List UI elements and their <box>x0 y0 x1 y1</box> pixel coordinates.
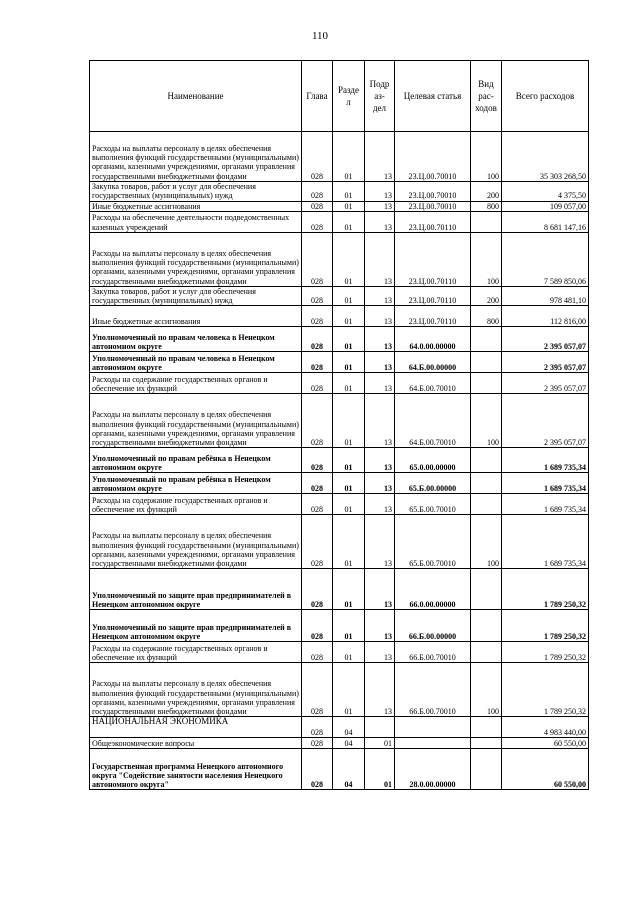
cell-chapter: 028 <box>302 515 333 569</box>
cell-total: 1 789 250,32 <box>502 610 589 642</box>
cell-name: Уполномоченный по правам ребёнка в Ненецком автономном округе <box>90 448 302 473</box>
cell-chapter: 028 <box>302 663 333 717</box>
cell-chapter: 028 <box>302 373 333 394</box>
cell-target: 23.Ц.00.70010 <box>395 132 471 182</box>
cell-section: 01 <box>333 473 365 494</box>
cell-total: 35 303 268,50 <box>502 132 589 182</box>
cell-section: 01 <box>333 394 365 448</box>
cell-subsection: 13 <box>365 663 395 717</box>
table-row <box>90 749 589 790</box>
cell-total: 112 816,00 <box>502 306 589 327</box>
cell-type: 100 <box>471 515 502 569</box>
cell-chapter: 028 <box>302 473 333 494</box>
cell-subsection: 13 <box>365 132 395 182</box>
cell-chapter: 028 <box>302 182 333 202</box>
cell-type <box>471 352 502 373</box>
cell-target: 23.Ц.00.70010 <box>395 182 471 202</box>
cell-total: 1 689 735,34 <box>502 494 589 515</box>
cell-target: 23.Ц.00.70010 <box>395 201 471 211</box>
cell-chapter: 028 <box>302 738 333 749</box>
cell-target: 23.Ц.00.70110 <box>395 232 471 286</box>
table-row <box>90 448 589 473</box>
cell-name: Уполномоченный по правам ребёнка в Ненецком автономном округе <box>90 473 302 494</box>
table-row <box>90 610 589 642</box>
cell-section: 01 <box>333 352 365 373</box>
cell-name: Расходы на содержание государственных органов и обеспечение их функций <box>90 642 302 663</box>
cell-target: 28.0.00.00000 <box>395 749 471 790</box>
cell-target: 65.Б.00.70010 <box>395 515 471 569</box>
cell-type <box>471 327 502 352</box>
cell-type: 200 <box>471 286 502 306</box>
cell-section: 01 <box>333 211 365 232</box>
cell-target: 64.0.00.00000 <box>395 327 471 352</box>
cell-chapter: 028 <box>302 494 333 515</box>
cell-total: 1 689 735,34 <box>502 448 589 473</box>
cell-section: 01 <box>333 610 365 642</box>
cell-name: Расходы на выплаты персоналу в целях обеспечения выполнения функций государственными (муниципальными) органами, казенными учреждениями, органами управления государственными внебюджетными фондами <box>90 394 302 448</box>
table-row <box>90 717 589 738</box>
table-row <box>90 201 589 211</box>
cell-name: Государственная программа Ненецкого автономного округа "Содействие занятости населения Ненецкого автономного округа" <box>90 749 302 790</box>
cell-type: 100 <box>471 132 502 182</box>
cell-chapter: 028 <box>302 232 333 286</box>
cell-name: Расходы на выплаты персоналу в целях обеспечения выполнения функций государственными (муниципальными) органами, казенными учреждениями, органами управления государственными внебюджетными фондами <box>90 663 302 717</box>
cell-section: 01 <box>333 286 365 306</box>
cell-subsection: 13 <box>365 394 395 448</box>
cell-target: 66.Б.00.00000 <box>395 610 471 642</box>
cell-total: 4 983 440,00 <box>502 717 589 738</box>
cell-name: Закупка товаров, работ и услуг для обеспечения государственных (муниципальных) нужд <box>90 182 302 202</box>
cell-section: 01 <box>333 182 365 202</box>
cell-chapter: 028 <box>302 211 333 232</box>
cell-type <box>471 448 502 473</box>
cell-total: 8 681 147,16 <box>502 211 589 232</box>
cell-subsection: 13 <box>365 211 395 232</box>
cell-chapter: 028 <box>302 569 333 610</box>
cell-section: 01 <box>333 642 365 663</box>
table-row <box>90 182 589 202</box>
cell-type <box>471 610 502 642</box>
cell-total: 2 395 057,07 <box>502 394 589 448</box>
cell-target: 23.Ц.00.70110 <box>395 211 471 232</box>
cell-type: 100 <box>471 232 502 286</box>
cell-name: Уполномоченный по защите прав предпринимателей в Ненецком автономном округе <box>90 610 302 642</box>
cell-chapter: 028 <box>302 306 333 327</box>
cell-chapter: 028 <box>302 749 333 790</box>
cell-subsection: 13 <box>365 473 395 494</box>
cell-section: 01 <box>333 132 365 182</box>
cell-section: 01 <box>333 232 365 286</box>
cell-section: 01 <box>333 515 365 569</box>
page-number: 110 <box>311 30 329 42</box>
header-target: Целевая статья <box>395 61 471 132</box>
cell-type <box>471 373 502 394</box>
cell-chapter: 028 <box>302 201 333 211</box>
cell-total: 109 057,00 <box>502 201 589 211</box>
cell-type: 200 <box>471 182 502 202</box>
cell-total: 2 395 057,07 <box>502 373 589 394</box>
header-subsection: Подр аз- дел <box>365 61 395 132</box>
cell-section: 01 <box>333 373 365 394</box>
cell-name: Уполномоченный по правам человека в Ненецком автономном округе <box>90 327 302 352</box>
cell-section: 01 <box>333 327 365 352</box>
cell-section: 01 <box>333 494 365 515</box>
cell-subsection: 13 <box>365 327 395 352</box>
cell-name: Расходы на выплаты персоналу в целях обеспечения выполнения функций государственными (муниципальными) органами, казенными учреждениями, органами управления государственными внебюджетными фондами <box>90 132 302 182</box>
cell-total: 7 589 850,06 <box>502 232 589 286</box>
cell-chapter: 028 <box>302 717 333 738</box>
cell-section: 01 <box>333 201 365 211</box>
cell-total: 60 550,00 <box>502 738 589 749</box>
cell-type <box>471 717 502 738</box>
table-row <box>90 132 589 182</box>
table-row <box>90 494 589 515</box>
table-row <box>90 352 589 373</box>
cell-type <box>471 569 502 610</box>
cell-subsection: 01 <box>365 738 395 749</box>
table-row <box>90 738 589 749</box>
cell-chapter: 028 <box>302 132 333 182</box>
cell-type: 800 <box>471 306 502 327</box>
cell-name: Иные бюджетные ассигнования <box>90 306 302 327</box>
cell-type <box>471 494 502 515</box>
cell-total: 1 689 735,34 <box>502 473 589 494</box>
cell-name: НАЦИОНАЛЬНАЯ ЭКОНОМИКА <box>90 717 302 738</box>
cell-chapter: 028 <box>302 327 333 352</box>
header-type: Вид рас- ходов <box>471 61 502 132</box>
header-name: Наименование <box>90 61 302 132</box>
cell-total: 1 789 250,32 <box>502 569 589 610</box>
cell-type <box>471 749 502 790</box>
cell-name: Расходы на содержание государственных органов и обеспечение их функций <box>90 494 302 515</box>
cell-chapter: 028 <box>302 394 333 448</box>
cell-name: Расходы на выплаты персоналу в целях обеспечения выполнения функций государственными (муниципальными) органами, казенными учреждениями, органами управления государственными внебюджетными фондами <box>90 515 302 569</box>
cell-section: 01 <box>333 663 365 717</box>
table-row <box>90 642 589 663</box>
cell-total: 2 395 057,07 <box>502 327 589 352</box>
cell-section: 04 <box>333 717 365 738</box>
cell-type: 800 <box>471 201 502 211</box>
cell-target <box>395 717 471 738</box>
table-row <box>90 394 589 448</box>
cell-name: Закупка товаров, работ и услуг для обеспечения государственных (муниципальных) нужд <box>90 286 302 306</box>
cell-subsection: 01 <box>365 749 395 790</box>
cell-section: 04 <box>333 749 365 790</box>
cell-total: 2 395 057,07 <box>502 352 589 373</box>
table-row <box>90 327 589 352</box>
cell-subsection: 13 <box>365 182 395 202</box>
cell-target: 66.Б.00.70010 <box>395 642 471 663</box>
budget-table <box>89 60 589 790</box>
header-chapter: Глава <box>302 61 333 132</box>
cell-type <box>471 738 502 749</box>
cell-subsection <box>365 717 395 738</box>
table-row <box>90 286 589 306</box>
cell-name: Уполномоченный по защите прав предпринимателей в Ненецком автономном округе <box>90 569 302 610</box>
cell-type <box>471 642 502 663</box>
cell-total: 1 789 250,32 <box>502 642 589 663</box>
cell-type <box>471 211 502 232</box>
table-row <box>90 473 589 494</box>
cell-section: 01 <box>333 448 365 473</box>
cell-chapter: 028 <box>302 448 333 473</box>
cell-subsection: 13 <box>365 232 395 286</box>
cell-subsection: 13 <box>365 286 395 306</box>
cell-type: 100 <box>471 394 502 448</box>
cell-chapter: 028 <box>302 610 333 642</box>
table-row <box>90 232 589 286</box>
table-row <box>90 306 589 327</box>
cell-name: Иные бюджетные ассигнования <box>90 201 302 211</box>
cell-total: 4 375,50 <box>502 182 589 202</box>
table-row <box>90 569 589 610</box>
table-row <box>90 663 589 717</box>
table-row <box>90 373 589 394</box>
cell-chapter: 028 <box>302 286 333 306</box>
cell-name: Уполномоченный по правам человека в Ненецком автономном округе <box>90 352 302 373</box>
cell-chapter: 028 <box>302 642 333 663</box>
cell-type: 100 <box>471 663 502 717</box>
cell-target: 65.Б.00.00000 <box>395 473 471 494</box>
cell-target: 64.Б.00.00000 <box>395 352 471 373</box>
cell-name: Расходы на содержание государственных органов и обеспечение их функций <box>90 373 302 394</box>
cell-target: 23.Ц.00.70110 <box>395 306 471 327</box>
cell-target: 66.0.00.00000 <box>395 569 471 610</box>
cell-subsection: 13 <box>365 494 395 515</box>
table-row <box>90 515 589 569</box>
cell-subsection: 13 <box>365 448 395 473</box>
cell-subsection: 13 <box>365 515 395 569</box>
table-row <box>90 211 589 232</box>
cell-section: 01 <box>333 569 365 610</box>
cell-target <box>395 738 471 749</box>
table-header-row <box>90 61 589 132</box>
cell-type <box>471 473 502 494</box>
cell-name: Общеэкономические вопросы <box>90 738 302 749</box>
header-total: Всего расходов <box>502 61 589 132</box>
cell-target: 65.Б.00.70010 <box>395 494 471 515</box>
cell-total: 978 481,10 <box>502 286 589 306</box>
header-section: Разде л <box>333 61 365 132</box>
cell-subsection: 13 <box>365 642 395 663</box>
cell-total: 1 689 735,34 <box>502 515 589 569</box>
cell-target: 64.Б.00.70010 <box>395 373 471 394</box>
cell-total: 60 550,00 <box>502 749 589 790</box>
cell-chapter: 028 <box>302 352 333 373</box>
cell-total: 1 789 250,32 <box>502 663 589 717</box>
cell-name: Расходы на обеспечение деятельности подведомственных казенных учреждений <box>90 211 302 232</box>
cell-target: 64.Б.00.70010 <box>395 394 471 448</box>
cell-subsection: 13 <box>365 352 395 373</box>
cell-target: 66.Б.00.70010 <box>395 663 471 717</box>
cell-name: Расходы на выплаты персоналу в целях обеспечения выполнения функций государственными (муниципальными) органами, казенными учреждениями, органами управления государственными внебюджетными фондами <box>90 232 302 286</box>
cell-subsection: 13 <box>365 306 395 327</box>
cell-section: 04 <box>333 738 365 749</box>
cell-target: 65.0.00.00000 <box>395 448 471 473</box>
cell-subsection: 13 <box>365 610 395 642</box>
cell-subsection: 13 <box>365 201 395 211</box>
cell-subsection: 13 <box>365 569 395 610</box>
cell-subsection: 13 <box>365 373 395 394</box>
cell-target: 23.Ц.00.70110 <box>395 286 471 306</box>
cell-section: 01 <box>333 306 365 327</box>
